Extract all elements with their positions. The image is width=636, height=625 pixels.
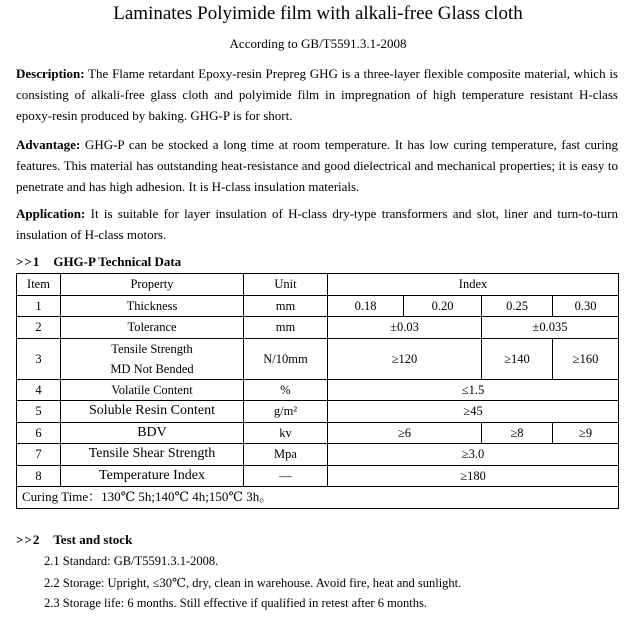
table-header-row (17, 274, 619, 296)
stock-item: 2.3 Storage life: 6 months. Still effective if qualified in retest after 6 months. (44, 596, 428, 610)
technical-data-table (16, 273, 619, 509)
cell-unit: % (244, 379, 328, 401)
description-label: Description: (16, 66, 85, 81)
cell-value: ≥6 (328, 422, 482, 444)
section-2-marker: >>2 (16, 532, 41, 547)
cell-property: Volatile Content (61, 379, 244, 401)
table-row-tensile-strength (17, 338, 619, 379)
cell-property: Tensile Shear Strength (61, 444, 244, 466)
cell-item: 5 (17, 401, 61, 423)
cell-unit: mm (244, 295, 328, 317)
cell-property: Tolerance (61, 317, 244, 339)
cell-value: ≥140 (482, 338, 553, 379)
cell-unit: N/10mm (244, 338, 328, 379)
table-row-shear-strength (17, 444, 619, 466)
cell-item: 1 (17, 295, 61, 317)
stock-item: 2.1 Standard: GB/T5591.3.1-2008. (44, 554, 219, 568)
tensile-property-line1: Tensile Strength (111, 341, 193, 356)
cell-value: ±0.03 (328, 317, 482, 339)
cell-item: 4 (17, 379, 61, 401)
cell-value: ≥8 (482, 422, 553, 444)
header-item: Item (17, 274, 61, 296)
section-2-heading (16, 532, 132, 548)
header-index: Index (328, 274, 619, 296)
table-row-bdv (17, 422, 619, 444)
cell-property: Thickness (61, 295, 244, 317)
application-label: Application: (16, 206, 86, 221)
stock-item: 2.2 Storage: Upright, ≤30℃, dry, clean in warehouse. Avoid fire, heat and sunlight. (44, 576, 462, 590)
cell-item: 6 (17, 422, 61, 444)
cell-property: Temperature Index (61, 465, 244, 487)
header-property: Property (61, 274, 244, 296)
description-text: The Flame retardant Epoxy-resin Prepreg GHG is a three-layer flexible composite material, which is consisting of alkali-free glass cloth and polyimide film in impregnation of high temperature resistant H-class epoxy-resin produced by baking. GHG-P is for short. (16, 66, 618, 123)
header-unit: Unit (244, 274, 328, 296)
section-1-title: GHG-P Technical Data (53, 254, 182, 269)
application-text: It is suitable for layer insulation of H-class dry-type transformers and slot, liner and turn-to-turn insulation of H-class motors. (16, 206, 618, 242)
cell-item: 3 (17, 338, 61, 379)
cell-item: 8 (17, 465, 61, 487)
cell-value: ≤1.5 (328, 379, 619, 401)
table-row-temperature-index (17, 465, 619, 487)
table-row-soluble-resin (17, 401, 619, 423)
cell-value: ±0.035 (482, 317, 619, 339)
cell-value: ≥120 (328, 338, 482, 379)
curing-time-cell: Curing Time：130℃ 5h;140℃ 4h;150℃ 3h。 (17, 487, 619, 509)
cell-value: 0.20 (404, 295, 482, 317)
cell-property: Soluble Resin Content (61, 401, 244, 423)
cell-value: ≥3.0 (328, 444, 619, 466)
cell-value: ≥180 (328, 465, 619, 487)
cell-unit: Mpa (244, 444, 328, 466)
advantage-text: GHG-P can be stocked a long time at room temperature. It has low curing temperature, fast curing features. This material has outstanding heat-resistance and good dielectrical and mechanical properties; it is easy to penetrate and has high adhesion. It is H-class insulation materials. (16, 137, 618, 194)
advantage-label: Advantage: (16, 137, 81, 152)
cell-unit: mm (244, 317, 328, 339)
table-row-curing-time (17, 487, 619, 509)
application-paragraph (16, 203, 618, 245)
description-paragraph (16, 63, 618, 126)
cell-item: 7 (17, 444, 61, 466)
cell-unit: — (244, 465, 328, 487)
tensile-property-line2: MD Not Bended (110, 361, 194, 376)
standard-reference: According to GB/T5591.3.1-2008 (229, 36, 407, 51)
advantage-paragraph (16, 134, 618, 197)
cell-value: 0.25 (482, 295, 553, 317)
cell-value: ≥160 (553, 338, 619, 379)
section-2-title: Test and stock (53, 532, 133, 547)
cell-item: 2 (17, 317, 61, 339)
table-row-volatile-content (17, 379, 619, 401)
cell-unit: kv (244, 422, 328, 444)
cell-value: ≥9 (553, 422, 619, 444)
cell-property: BDV (61, 422, 244, 444)
cell-unit: g/m² (244, 401, 328, 423)
cell-property (61, 338, 244, 379)
section-1-heading (16, 254, 181, 270)
cell-value: 0.18 (328, 295, 404, 317)
cell-value: 0.30 (553, 295, 619, 317)
table-row-tolerance (17, 317, 619, 339)
cell-value: ≥45 (328, 401, 619, 423)
table-row-thickness (17, 295, 619, 317)
document-title: Laminates Polyimide film with alkali-free Glass cloth (113, 3, 523, 24)
section-1-marker: >>1 (16, 254, 41, 269)
